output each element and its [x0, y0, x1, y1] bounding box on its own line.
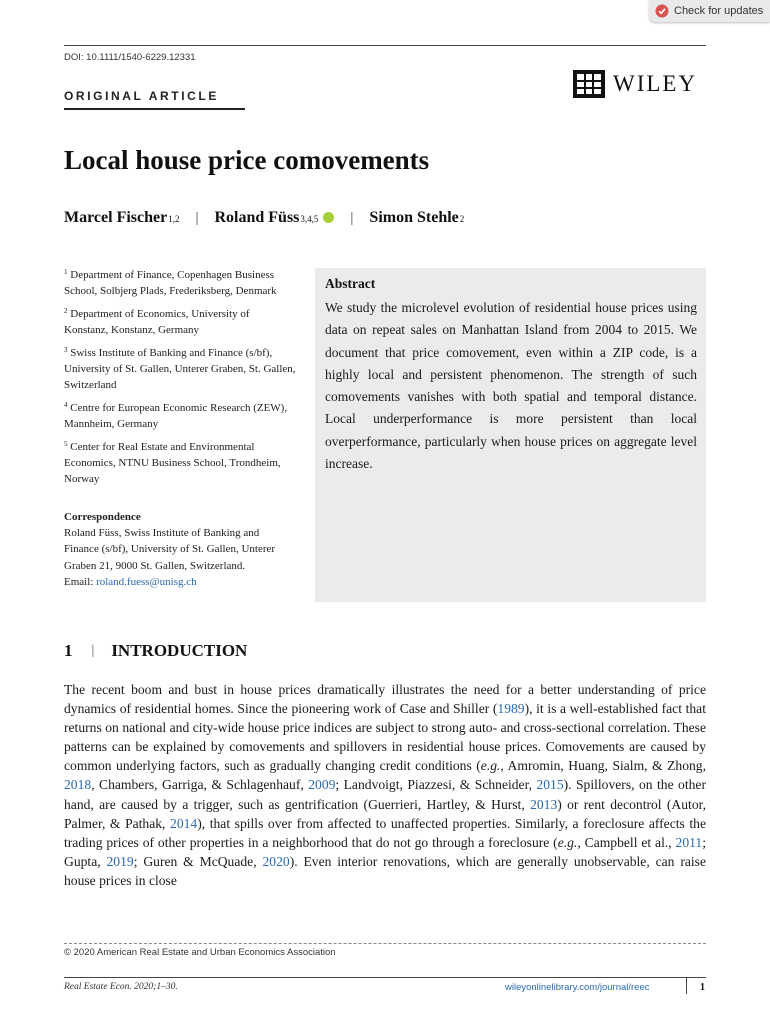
footer-dashed-rule [64, 943, 706, 944]
affiliation-number: 4 [64, 401, 68, 409]
author-list [64, 209, 464, 227]
body-text: , Amromin, Huang, Sialm, & Zhong, [500, 758, 707, 774]
citation-link[interactable]: 2009 [308, 777, 336, 793]
check-for-updates-icon [655, 4, 669, 18]
body-text: ) or rent decontrol (Autor, Palmer, & Pathak, [64, 796, 706, 831]
author-name[interactable]: Roland Füss [214, 209, 300, 226]
email-label: Email: [64, 575, 94, 588]
section-number: 1 [64, 641, 73, 660]
orcid-icon[interactable] [323, 212, 334, 223]
body-text: , Chambers, Garriga, & Schlagenhauf, [91, 777, 309, 793]
citation-link[interactable]: 2014 [170, 815, 198, 831]
body-text: The recent boom and bust in house prices dramatically illustrates the need for a better understanding of price dynamics of residential homes. Since the pioneering work of Case and Shiller ( [64, 682, 706, 717]
author-separator: | [350, 210, 354, 226]
section-heading [64, 641, 247, 661]
correspondence-heading: Correspondence [64, 511, 141, 523]
check-for-updates-badge[interactable] [649, 0, 770, 22]
affiliation-item [64, 303, 296, 338]
article-type: ORIGINAL ARTICLE [64, 89, 219, 103]
body-text-italic: e.g. [557, 834, 578, 850]
body-text: , Campbell et al., [577, 834, 676, 850]
citation-link[interactable]: 1989 [497, 701, 525, 717]
affiliations [64, 264, 296, 491]
section-separator: | [91, 643, 95, 658]
affiliation-item [64, 436, 296, 487]
email-link[interactable]: roland.fuess@unisg.ch [96, 575, 197, 588]
affiliation-number: 5 [64, 440, 68, 448]
author-name[interactable]: Simon Stehle [369, 209, 459, 226]
citation-link[interactable]: 2020 [262, 853, 290, 869]
author-name[interactable]: Marcel Fischer [64, 209, 168, 226]
affiliation-text: Center for Real Estate and Environmental Economics, NTNU Business School, Trondheim, Norway [64, 441, 281, 485]
citation-link[interactable]: 2013 [530, 796, 558, 812]
body-text: ; Guren & McQuade, [133, 853, 263, 869]
affiliation-text: Swiss Institute of Banking and Finance (s/bf), University of St. Gallen, Unterer Graben, St. Gallen, Switzerland [64, 347, 296, 391]
wiley-logo-icon [573, 70, 605, 98]
affiliation-text: Centre for European Economic Research (ZEW), Mannheim, Germany [64, 402, 288, 430]
body-text: ; Landvoigt, Piazzesi, & Schneider, [335, 777, 537, 793]
copyright-notice: © 2020 American Real Estate and Urban Economics Association [64, 947, 336, 958]
header-rule [64, 45, 706, 46]
author-separator: | [195, 210, 199, 226]
citation-link[interactable]: 2011 [675, 834, 703, 850]
body-text-italic: e.g. [480, 758, 501, 774]
article-title: Local house price comovements [64, 145, 430, 175]
citation-link[interactable]: 2015 [536, 777, 564, 793]
section-title: INTRODUCTION [111, 641, 248, 660]
page-number: 1 [700, 982, 705, 993]
body-text: ; Gupta, [64, 834, 706, 869]
author-affil-sup: 1,2 [168, 214, 180, 224]
abstract-heading: Abstract [325, 276, 376, 291]
body-text: ). Spillovers, on the other hand, are caused by a trigger, such as gentrification (Guerrieri, Hartley, & Hurst, [64, 777, 706, 812]
affiliation-number: 1 [64, 268, 68, 276]
affiliation-text: Department of Finance, Copenhagen Business School, Solbjerg Plads, Frederiksberg, Denmark [64, 269, 277, 297]
check-for-updates-label: Check for updates [674, 5, 764, 17]
intro-paragraph [64, 680, 706, 890]
correspondence-text: Roland Füss, Swiss Institute of Banking and Finance (s/bf), University of St. Gallen, Unterer Graben 21, 9000 St. Gallen, Switzerland. [64, 527, 276, 572]
citation-link[interactable]: 2019 [106, 853, 134, 869]
publisher-logo[interactable] [573, 70, 697, 98]
journal-url-link[interactable]: wileyonlinelibrary.com/journal/reec [505, 982, 650, 993]
affiliation-number: 3 [64, 346, 68, 354]
affiliation-item [64, 397, 296, 432]
author-affil-sup: 2 [459, 214, 465, 224]
page-number-separator [686, 978, 687, 994]
body-text: ). Even interior renovations, which are generally unobservable, can raise house prices in close [64, 853, 706, 888]
footer-rule [64, 977, 706, 978]
affiliation-item [64, 264, 296, 299]
abstract-box [315, 268, 706, 602]
affiliation-item [64, 342, 296, 393]
affiliation-text: Department of Economics, University of Konstanz, Konstanz, Germany [64, 308, 250, 336]
publisher-name: WILEY [613, 71, 698, 96]
journal-citation: Real Estate Econ. 2020;1–30. [64, 982, 178, 992]
affiliation-number: 2 [64, 307, 68, 315]
abstract-text: We study the microlevel evolution of residential house prices using data on repeat sales on Manhattan Island from 2004 to 2015. We document that price comovement, even within a ZIP code, is a highly local and persistent phenomenon. The strength of such comovements vanishes with both spatial and temporal distance. Local underperformance is more persistent than local overperformance, particularly when house prices on aggregate level increase. [325, 300, 697, 472]
correspondence [64, 509, 296, 590]
author-affil-sup: 3,4,5 [300, 214, 319, 224]
body-text: ), it is a well-established fact that returns on national and city-wide house price indices are subject to strong auto- and cross-sectional correlation. These patterns can be explained by comovements and spillovers in residential house prices. Comovements are caused by common underlying factors, such as gradually changing credit conditions ( [64, 701, 706, 774]
citation-link[interactable]: 2018 [64, 777, 92, 793]
article-type-underline [64, 108, 245, 110]
body-text: ), that spills over from affected to unaffected properties. Similarly, a foreclosure affects the trading prices of other properties in a neighborhood that do not go through a foreclosure ( [64, 815, 706, 850]
doi-text[interactable]: DOI: 10.1111/1540-6229.12331 [64, 52, 196, 63]
